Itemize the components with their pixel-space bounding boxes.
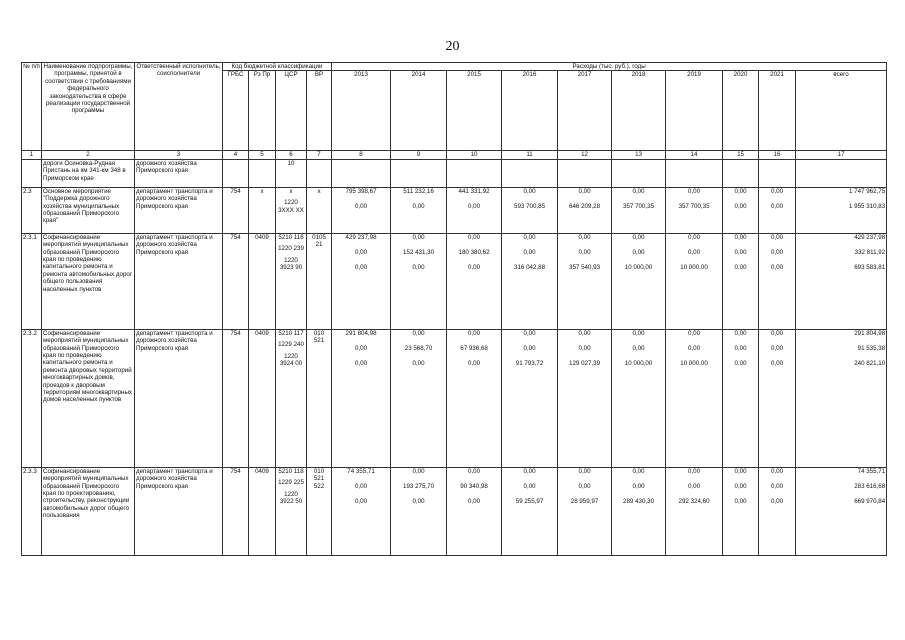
- expense-value: 332 811,92: [854, 248, 886, 256]
- expense-value: 0,00: [632, 329, 645, 337]
- expense-cell: [723, 159, 759, 187]
- expense-value: 0,00: [771, 467, 784, 475]
- expense-value: 0,00: [734, 329, 747, 337]
- header-year: 2019: [666, 71, 723, 151]
- header-csr: ЦСР: [276, 71, 307, 151]
- expense-cell: [502, 467, 558, 555]
- expense-value: 0,00: [688, 482, 701, 490]
- expense-cell: [332, 159, 391, 187]
- expense-value: 0,00: [771, 497, 784, 505]
- column-number: 15: [723, 151, 759, 159]
- column-number: 6: [276, 151, 307, 159]
- expense-cell: [332, 187, 391, 233]
- expense-cell: [391, 467, 447, 555]
- expense-value: 90 340,98: [460, 482, 488, 490]
- expense-value: 0,00: [523, 467, 536, 475]
- expense-value: 0,00: [734, 248, 747, 256]
- expense-value: 0,00: [734, 467, 747, 475]
- expense-cell: [447, 159, 502, 187]
- expense-value: 0,00: [468, 359, 481, 367]
- column-number: 7: [307, 151, 332, 159]
- expense-value: 0,00: [688, 233, 701, 241]
- row-number: 2.3.3: [22, 467, 42, 555]
- expense-value: 593 700,85: [514, 202, 546, 210]
- header-year: 2016: [502, 71, 558, 151]
- expense-value: 0,00: [468, 329, 481, 337]
- expense-value: 23 568,70: [404, 344, 433, 352]
- csr-code: 1220 3924 00: [279, 352, 303, 368]
- expense-value: 0,00: [412, 359, 425, 367]
- row-number: 2.3: [22, 187, 42, 233]
- expense-cell: [391, 233, 447, 329]
- expense-value: 0,00: [578, 329, 591, 337]
- expense-value: 0,00: [688, 187, 701, 195]
- expense-value: 646 209,28: [569, 202, 601, 210]
- expense-cell: [391, 329, 447, 467]
- vr-code: 0105 21: [312, 233, 326, 249]
- expense-value: 0,00: [632, 248, 645, 256]
- header-total: всего: [796, 71, 887, 151]
- expense-cell: [391, 187, 447, 233]
- expense-value: 0,00: [578, 467, 591, 475]
- expense-value: 0,00: [412, 497, 425, 505]
- expense-value: 0,00: [734, 344, 747, 352]
- expense-value: 0,00: [771, 329, 784, 337]
- expense-value: 91 535,38: [857, 344, 886, 352]
- column-number: 5: [249, 151, 276, 159]
- expense-value: 0,00: [578, 187, 591, 195]
- expense-value: 0,00: [734, 359, 747, 367]
- expense-value: 0,00: [578, 233, 591, 241]
- expense-cell: [796, 187, 887, 233]
- row-rzpr: 0409: [249, 467, 276, 555]
- row-number: [22, 159, 42, 187]
- header-year: 2020: [723, 71, 759, 151]
- expense-value: 74 355,71: [857, 467, 886, 475]
- expense-value: 0,00: [734, 202, 747, 210]
- expense-value: 0,00: [632, 233, 645, 241]
- row-vr: [307, 467, 332, 555]
- page-number: 20: [445, 39, 460, 54]
- column-number: 4: [223, 151, 249, 159]
- expense-value: 0,00: [734, 482, 747, 490]
- expense-cell: [723, 329, 759, 467]
- row-executor: департамент транспорта и дорожного хозяйства Приморского края: [135, 329, 223, 467]
- expense-value: 0,00: [523, 482, 536, 490]
- column-number: 2: [42, 151, 135, 159]
- expense-cell: [391, 159, 447, 187]
- expense-cell: [558, 233, 612, 329]
- column-number: 17: [796, 151, 887, 159]
- column-number: 8: [332, 151, 391, 159]
- row-grbs: 754: [223, 233, 249, 329]
- expense-value: 0,00: [771, 482, 784, 490]
- expense-value: 0,00: [523, 248, 536, 256]
- expense-value: 0,00: [632, 482, 645, 490]
- header-vr: ВР: [307, 71, 332, 151]
- expense-value: 291 804,98: [854, 329, 886, 337]
- expense-value: 0,00: [355, 359, 368, 367]
- header-rzpr: Рз Пр: [249, 71, 276, 151]
- expense-value: 0,00: [771, 233, 784, 241]
- expense-cell: [759, 187, 796, 233]
- expense-value: 0,00: [632, 187, 645, 195]
- expense-value: 0,00: [734, 233, 747, 241]
- row-name: дороги Осиновка-Рудная Пристань на км 341-км 348 в Приморском крае: [42, 159, 135, 187]
- row-name: Софинансирование мероприятий муниципальных образований Приморского края по проведению капитального ремонта и ремонта автомобильных дорог общего пользования населенных пунктов: [42, 233, 135, 329]
- expense-cell: [447, 329, 502, 467]
- csr-code: 1220 3ХХХ ХХ: [278, 199, 304, 214]
- expense-cell: [666, 159, 723, 187]
- csr-code: 5210 117: [278, 329, 304, 337]
- expense-value: 693 583,81: [854, 263, 886, 271]
- expense-value: 129 027,39: [569, 359, 601, 367]
- expense-value: 28 959,97: [570, 497, 599, 505]
- expense-cell: [502, 329, 558, 467]
- expense-cell: [558, 329, 612, 467]
- expense-cell: [612, 467, 666, 555]
- header-year: 2021: [759, 71, 796, 151]
- expense-value: 0,00: [523, 344, 536, 352]
- row-csr: [276, 329, 307, 467]
- expense-value: 1 747 962,75: [849, 187, 886, 195]
- expense-value: 0,00: [771, 202, 784, 210]
- header-year: 2014: [391, 71, 447, 151]
- row-grbs: [223, 159, 249, 187]
- expense-value: 0,00: [771, 263, 784, 271]
- expense-cell: [759, 467, 796, 555]
- column-number: 16: [759, 151, 796, 159]
- expense-value: 0,00: [355, 202, 368, 210]
- expense-cell: [332, 329, 391, 467]
- expense-value: 10 000,00: [624, 263, 653, 271]
- column-number: 9: [391, 151, 447, 159]
- expense-cell: [666, 187, 723, 233]
- expense-value: 0,00: [412, 467, 425, 475]
- column-number-row: [22, 151, 887, 159]
- expense-value: 0,00: [734, 187, 747, 195]
- expense-cell: [759, 233, 796, 329]
- expense-cell: [447, 187, 502, 233]
- header-year: 2018: [612, 71, 666, 151]
- row-grbs: 754: [223, 329, 249, 467]
- expense-value: 0,00: [468, 497, 481, 505]
- column-number: 10: [447, 151, 502, 159]
- column-number: 3: [135, 151, 223, 159]
- expense-cell: [447, 467, 502, 555]
- expense-value: 193 275,70: [403, 482, 435, 490]
- expense-value: 74 355,71: [347, 467, 375, 475]
- expense-value: 795 398,67: [345, 187, 377, 195]
- header-grbs: ГРБС: [223, 71, 249, 151]
- row-grbs: 754: [223, 467, 249, 555]
- expense-value: 0,00: [355, 263, 368, 271]
- header-budget-code: Код бюджетной классификации: [223, 63, 332, 71]
- expense-value: 0,00: [688, 329, 701, 337]
- expense-value: 0,00: [734, 497, 747, 505]
- expense-cell: [666, 467, 723, 555]
- budget-table: [21, 62, 887, 556]
- header-expenses: Расходы (тыс. руб.), годы: [332, 63, 887, 71]
- expense-value: 357 700,35: [623, 202, 655, 210]
- expense-value: 1 955 310,83: [849, 202, 886, 210]
- expense-value: 289 430,30: [623, 497, 655, 505]
- expense-value: 180 380,62: [458, 248, 490, 256]
- table-row: [22, 467, 887, 555]
- expense-value: 0,00: [734, 263, 747, 271]
- row-rzpr: [249, 159, 276, 187]
- expense-value: 0,00: [523, 329, 536, 337]
- expense-value: 0,00: [688, 248, 701, 256]
- column-number: 1: [22, 151, 42, 159]
- row-name: Софинансирование мероприятий муниципальных образований Приморского края по проведению капитального ремонта и ремонта дворовых территорий многоквартирных домов, проездов к дворовым территориям многоквартирных домов населенных пунктов: [42, 329, 135, 467]
- expense-cell: [759, 329, 796, 467]
- row-vr: [307, 329, 332, 467]
- row-number: 2.3.1: [22, 233, 42, 329]
- column-number: 12: [558, 151, 612, 159]
- expense-value: 10 000,00: [680, 263, 708, 271]
- expense-value: 0,00: [632, 344, 645, 352]
- expense-cell: [759, 159, 796, 187]
- vr-code: 010 521: [313, 329, 325, 345]
- column-number: 14: [666, 151, 723, 159]
- expense-cell: [332, 467, 391, 555]
- header-row-1: [22, 63, 887, 71]
- table-row: [22, 187, 887, 233]
- expense-cell: [723, 233, 759, 329]
- vr-code: х: [317, 187, 321, 195]
- row-vr: [307, 233, 332, 329]
- expense-cell: [558, 467, 612, 555]
- expense-value: 357 540,93: [569, 263, 601, 271]
- expense-cell: [612, 233, 666, 329]
- expense-value: 0,00: [632, 467, 645, 475]
- expense-value: 10 000,00: [624, 359, 653, 367]
- expense-value: 0,00: [468, 233, 481, 241]
- header-executor: Ответственный исполнитель, соисполнители: [135, 63, 223, 151]
- expense-value: 67 936,68: [460, 344, 488, 352]
- expense-value: 240 821,10: [854, 359, 886, 367]
- expense-cell: [796, 329, 887, 467]
- table-row: [22, 329, 887, 467]
- expense-value: 0,00: [523, 187, 536, 195]
- expense-value: 59 255,97: [515, 497, 544, 505]
- row-csr: [276, 233, 307, 329]
- header-no: № п/п: [22, 63, 42, 151]
- expense-value: 0,00: [688, 467, 701, 475]
- csr-code: 10: [287, 159, 295, 167]
- expense-value: 283 616,68: [854, 482, 886, 490]
- expense-cell: [502, 159, 558, 187]
- expense-value: 316 042,88: [514, 263, 546, 271]
- expense-cell: [612, 329, 666, 467]
- csr-code: 5210 116: [278, 233, 304, 241]
- csr-code: 1220 239: [278, 245, 304, 253]
- expense-cell: [447, 233, 502, 329]
- expense-value: 0,00: [688, 344, 701, 352]
- expense-cell: [558, 187, 612, 233]
- expense-cell: [796, 467, 887, 555]
- table-row: [22, 159, 887, 187]
- expense-cell: [723, 187, 759, 233]
- column-number: 13: [612, 151, 666, 159]
- expense-value: 0,00: [771, 187, 784, 195]
- expense-value: 0,00: [355, 482, 368, 490]
- header-year: 2017: [558, 71, 612, 151]
- expense-value: 0,00: [412, 202, 425, 210]
- csr-code: 1229 240: [278, 341, 304, 349]
- csr-code: 5210 118: [278, 467, 304, 475]
- expense-value: 441 331,92: [458, 187, 490, 195]
- expense-cell: [612, 187, 666, 233]
- vr-code: 010 521 522: [313, 467, 325, 490]
- row-rzpr: х: [249, 187, 276, 233]
- row-csr: [276, 467, 307, 555]
- expense-value: 0,00: [412, 263, 425, 271]
- expense-value: 0,00: [578, 482, 591, 490]
- expense-value: 0,00: [355, 248, 368, 256]
- row-executor: департамент транспорта и дорожного хозяйства Приморского края: [135, 187, 223, 233]
- expense-value: 429 237,98: [854, 233, 886, 241]
- expense-value: 0,00: [412, 233, 425, 241]
- expense-value: 0,00: [578, 248, 591, 256]
- row-executor: департамент транспорта и дорожного хозяйства Приморского края: [135, 467, 223, 555]
- table-row: [22, 233, 887, 329]
- expense-value: 91 793,72: [515, 359, 544, 367]
- header-year: 2015: [447, 71, 502, 151]
- row-vr: [307, 159, 332, 187]
- expense-cell: [666, 233, 723, 329]
- expense-value: 0,00: [771, 248, 784, 256]
- expense-cell: [612, 159, 666, 187]
- expense-value: 0,00: [468, 467, 481, 475]
- column-number: 11: [502, 151, 558, 159]
- expense-value: 291 804,98: [345, 329, 377, 337]
- csr-code: 1229 225: [278, 479, 304, 487]
- expense-value: 152 431,30: [403, 248, 435, 256]
- header-name: Наименование подпрограммы, программы, принятой в соответствии с требованиями федерального законодательства в сфере реализации государственной программы: [42, 63, 135, 151]
- expense-value: 357 700,35: [678, 202, 710, 210]
- header-year: 2013: [332, 71, 391, 151]
- expense-value: 292 324,60: [678, 497, 710, 505]
- row-csr: [276, 187, 307, 233]
- expense-value: 0,00: [468, 263, 481, 271]
- row-number: 2.3.2: [22, 329, 42, 467]
- expense-cell: [558, 159, 612, 187]
- expense-cell: [796, 159, 887, 187]
- expense-value: 0,00: [771, 359, 784, 367]
- expense-value: 0,00: [771, 344, 784, 352]
- expense-cell: [502, 233, 558, 329]
- row-grbs: 754: [223, 187, 249, 233]
- row-rzpr: 0409: [249, 329, 276, 467]
- expense-cell: [502, 187, 558, 233]
- row-rzpr: 0409: [249, 233, 276, 329]
- row-name: Софинансирование мероприятий муниципальных образований Приморского края по проектированию, строительству, реконструкции автомобильных дорог общего пользования: [42, 467, 135, 555]
- expense-value: 0,00: [468, 202, 481, 210]
- csr-code: 1220 3923 90: [279, 256, 303, 272]
- expense-value: 669 970,84: [854, 497, 886, 505]
- row-name: Основное мероприятие "Поддержка дорожного хозяйства муниципальных образований Приморского края": [42, 187, 135, 233]
- expense-value: 429 237,98: [345, 233, 377, 241]
- expense-value: 10 000,00: [680, 359, 708, 367]
- expense-value: 0,00: [355, 344, 368, 352]
- row-executor: департамент транспорта и дорожного хозяйства Приморского края: [135, 233, 223, 329]
- row-csr: [276, 159, 307, 187]
- row-executor: дорожного хозяйства Приморского края: [135, 159, 223, 187]
- expense-value: 0,00: [523, 233, 536, 241]
- expense-cell: [723, 467, 759, 555]
- expense-value: 0,00: [355, 497, 368, 505]
- expense-cell: [796, 233, 887, 329]
- csr-code: 1220 3922 50: [279, 490, 303, 506]
- csr-code: х: [289, 187, 293, 195]
- expense-value: 511 232,16: [403, 187, 434, 195]
- expense-value: 0,00: [412, 329, 425, 337]
- expense-cell: [666, 329, 723, 467]
- expense-value: 0,00: [578, 344, 591, 352]
- expense-cell: [332, 233, 391, 329]
- row-vr: [307, 187, 332, 233]
